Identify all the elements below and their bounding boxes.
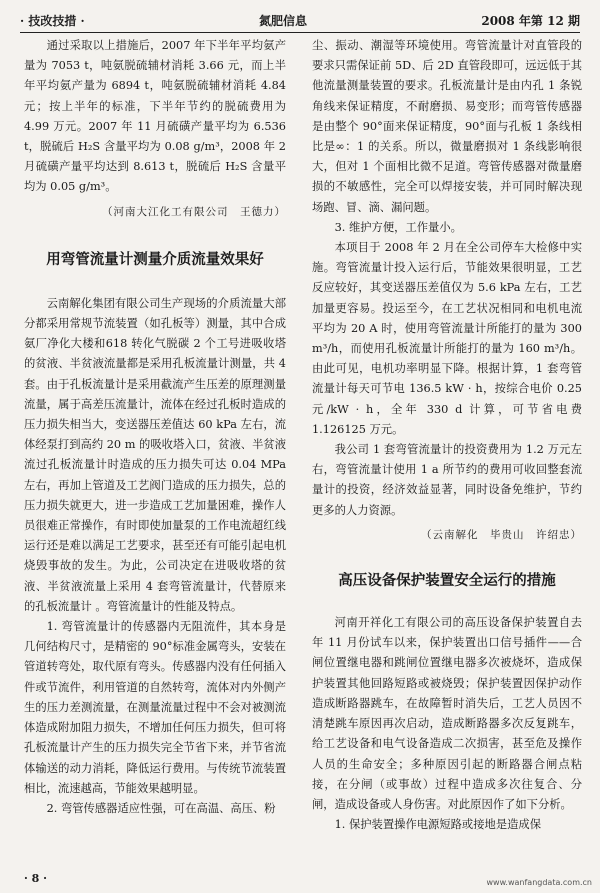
article2-paragraph-1: 河南开祥化工有限公司的高压设备保护装置自去年 11 月份试车以来，保护装置出口信号插件——合闸位置继电器和跳闸位置继电器多次被烧坏，造成保护装置其他回路短路或被烧毁；保护装置因保护动作造成断路器跳车，在故障暂时消失后，工艺人员因不清楚跳车原因再次启动，造成断路器多次反复跳车，给工艺设备和电气设备造成二次损害，甚至危及操作人员的生命安全；多种原因引起的断路器合闸点粘接，在分闸（或事故）过程中造成多次往复合、分闸，造成设备或人身伤害。对此原因作了如下分析。 <box>312 616 582 811</box>
article-title-2: 高压设备保护装置安全运行的措施 <box>338 573 556 590</box>
article1-paragraph-1: 云南解化集团有限公司生产现场的介质流量大部分都采用常规节流装置（如孔板等）测量，其中合成氨厂净化大楼和618 转化气脱碳 2 个工号进吸收塔的贫液、半贫液流量都是采用孔板流量计测量，共 4 套。由于孔板流量计是采用截流产生压差的原理测量流量，属于高差压流量计，流体在经过孔板时造成的压力损失相当大，变送器压差值达 60 kPa 左右，流体经泵打到高约 20 m 的吸收塔入口，贫液、半贫液流过孔板流量计时造成的压力损失可达 0.04 MPa 左右，再加上管道及工艺阀门造成的压力损失，总的压力损失就更大，进一步造成工艺加量困难，操作人员很难正常操作，有时即使加量泵的工作电流超红线运行还是难以满足工艺要求，甚至还有可能引起电机烧毁事故的发生。为此，公司决定在进吸收塔的贫液、半贫液流量上采用 4 套弯管流量计，代替原来的孔板流量计 。弯管流量计的性能及特点。 <box>24 296 286 613</box>
author-signature-2: （云南解化 毕贵山 许绍忠） <box>421 528 582 541</box>
author-signature-1: （河南大江化工有限公司 王德力） <box>102 205 286 218</box>
article2-paragraph-2: 1. 保护装置操作电源短路或接地是造成保 <box>334 818 542 832</box>
watermark: www.wanfangdata.com.cn <box>486 878 592 887</box>
article1-paragraph-2: 1. 弯管流量计的传感器内无阻流件，其本身是几何结构尺寸，是精密的 90°标准金属弯头，安装在管道转弯处，取代原有弯头。传感器内没有任何插入件或节流件，利用管道的自然转弯，流体对内外侧产生的压力差测流量，在测量流量过程中不会对被测流体造成附加阻力损失，不增加任何压力损失，但可将孔板流量计产生的压力损失完全节省下来，并节省流体输送的动力消耗，降低运行费用。与传统节流装置相比，流速越高，节能效果越明显。 <box>24 620 286 795</box>
article1-paragraph-7: 我公司 1 套弯管流量计的投资费用为 1.2 万元左右，弯管流量计使用 1 a 所节约的费用可收回整套流量计的投资，经济效益显著，同时设备免维护，节约更多的人力资源。 <box>312 443 582 517</box>
page-number: · 8 · <box>24 872 47 885</box>
article1-paragraph-4: 尘、振动、潮湿等环境使用。弯管流量计对直管段的要求只需保证前 5D、后 2D 直管段即可，远远低于其他流量测量装置的要求。孔板流量计是由内孔 1 条锐角线来保证精度，不耐磨损、易变形；而弯管传感器是由整个 90°面来保证精度，90°面与孔板 1 条线相比是∞：1 的关系。所以，微量磨损对 1 条线影响很大，但对 1 个面相比微不足道。弯管传感器对微量磨损的不敏感性，完全可以焊接安装，并可同时解决现场跑、冒、滴、漏问题。 <box>312 39 582 214</box>
intro-paragraph: 通过采取以上措施后，2007 年下半年平均氨产量为 7053 t，吨氨脱硫辅材消耗 3.66 元，而上半年平均氨产量为 6894 t，吨氨脱硫辅材消耗 4.84元；按上半年的标准，下半年节约的脱硫费用为 4.99 万元。2007 年 11 月硫磺产量平均为 6.536 t，脱硫后 H₂S 含量平均为 0.08 g/m³，2008 年 2 月硫磺产量平均达到 8.613 t，脱硫后 H₂S 含量平均为 0.05 g/m³。 <box>24 39 286 194</box>
article1-paragraph-5: 3. 维护方便，工作量小。 <box>334 220 462 234</box>
article1-paragraph-6: 本项目于 2008 年 2 月在全公司停车大检修中实施。弯管流量计投入运行后，节能效果很明显，工艺反应较好，其变送器压差值仅为 5.6 kPa 左右，工艺加量更容易。投运至今，在工艺状况相同和电机电流平均为 20 A 时，使用弯管流量计所能打的量为 300 m³/h，而使用孔板流量计所能打的量为 160 m³/h。由此可见，电机功率明显下降。根据计算，1 套弯管流量计每天可节电 136.5 kW · h，按综合电价 0.25 元/kW · h，全年 330 d 计算，可节省电费 1.126125 万元。 <box>312 241 582 436</box>
journal-name: 氮肥信息 <box>259 13 308 28</box>
article-title-1: 用弯管流量计测量介质流量效果好 <box>46 251 264 268</box>
section-label: · 技改技措 · <box>20 13 85 28</box>
issue-label: 2008 年第 12 期 <box>481 13 580 28</box>
article1-paragraph-3: 2. 弯管传感器适应性强，可在高温、高压、粉 <box>46 801 276 815</box>
running-header <box>20 8 580 33</box>
right-column <box>312 36 582 835</box>
left-column <box>24 36 286 819</box>
